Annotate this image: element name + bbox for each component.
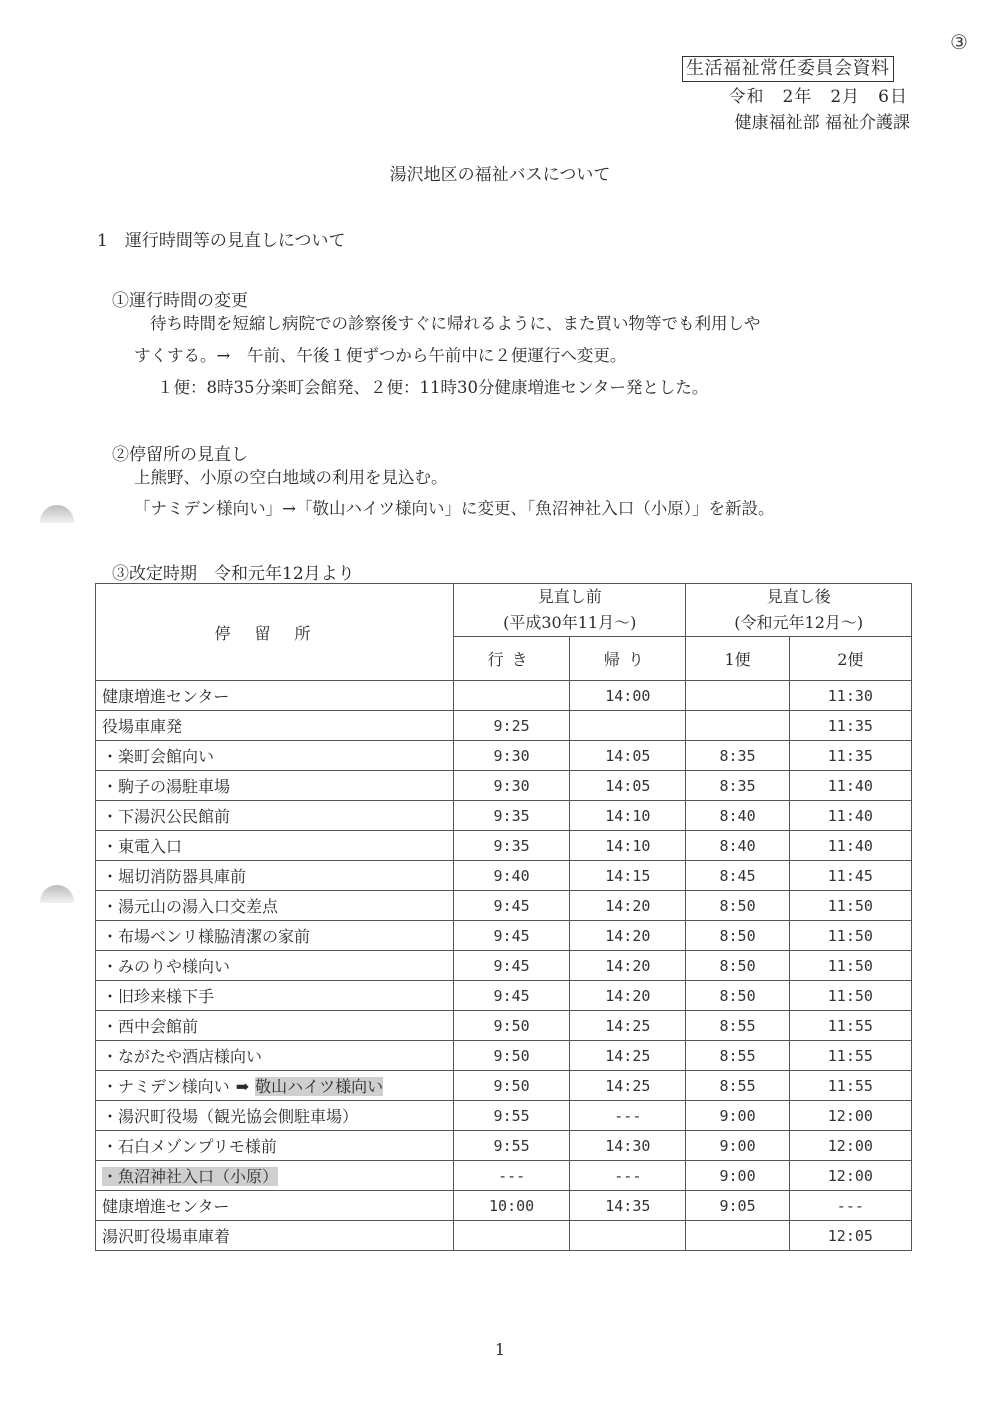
- time-cell-iki: [454, 1221, 570, 1251]
- time-cell-kaeri: 14:25: [570, 1011, 686, 1041]
- time-cell-bin2: 11:50: [789, 921, 911, 951]
- stop-label: 健康増進センター: [102, 1197, 230, 1216]
- stop-label: ・布場ベンリ様脇清潔の家前: [102, 927, 311, 946]
- stop-label: 湯沢町役場車庫着: [102, 1227, 231, 1246]
- stop-column-header: 停留所: [96, 584, 454, 681]
- subsection-heading: ①運行時間の変更: [112, 291, 248, 311]
- time-cell-kaeri: 14:05: [570, 771, 686, 801]
- after-period: (令和元年12月～): [734, 613, 864, 632]
- stop-name: [96, 981, 454, 1011]
- time-cell-bin2: 11:40: [789, 771, 911, 801]
- time-cell-bin2: 11:45: [789, 861, 911, 891]
- stop-label: ・ながたや酒店様向い: [102, 1047, 263, 1066]
- time-cell-iki: 9:30: [454, 741, 570, 771]
- time-cell-iki: 10:00: [454, 1191, 570, 1221]
- subsection-heading: ③改定時期 令和元年12月より: [112, 564, 355, 584]
- time-cell-bin1: 9:00: [686, 1131, 789, 1161]
- time-cell-bin2: 11:55: [789, 1041, 911, 1071]
- time-cell-iki: 9:45: [454, 921, 570, 951]
- time-cell-kaeri: 14:05: [570, 741, 686, 771]
- stop-label: ・旧珍来様下手: [102, 987, 215, 1006]
- time-cell-kaeri: 14:30: [570, 1131, 686, 1161]
- time-cell-iki: 9:45: [454, 981, 570, 1011]
- stop-label: ・魚沼神社入口（小原）: [102, 1167, 279, 1186]
- table-row: [96, 1191, 912, 1221]
- time-cell-bin2: 11:50: [789, 891, 911, 921]
- time-cell-bin2: 12:05: [789, 1221, 911, 1251]
- time-cell-bin1: 9:00: [686, 1101, 789, 1131]
- time-cell-iki: 9:30: [454, 771, 570, 801]
- stop-name: [96, 1191, 454, 1221]
- stop-name: [96, 831, 454, 861]
- stop-name: [96, 1071, 454, 1101]
- table-row: [96, 1011, 912, 1041]
- time-cell-bin2: 12:00: [789, 1131, 911, 1161]
- time-cell-bin2: 11:50: [789, 951, 911, 981]
- stop-name: [96, 1011, 454, 1041]
- paragraph-line: 上熊野、小原の空白地域の利用を見込む。: [134, 468, 448, 487]
- page-number: 1: [494, 1340, 506, 1359]
- time-cell-iki: 9:45: [454, 951, 570, 981]
- time-cell-kaeri: 14:20: [570, 921, 686, 951]
- stop-label: ・西中会館前: [102, 1017, 199, 1036]
- time-cell-bin1: 8:35: [686, 741, 789, 771]
- table-row: [96, 711, 912, 741]
- time-cell-kaeri: 14:00: [570, 681, 686, 711]
- time-cell-iki: [454, 681, 570, 711]
- table-row: [96, 921, 912, 951]
- stop-name: [96, 681, 454, 711]
- time-cell-kaeri: ---: [570, 1101, 686, 1131]
- time-cell-bin1: 8:45: [686, 861, 789, 891]
- paragraph-line: 待ち時間を短縮し病院での診察後すぐに帰れるように、また買い物等でも利用しや: [150, 314, 761, 333]
- time-cell-iki: 9:55: [454, 1101, 570, 1131]
- stop-name: [96, 1131, 454, 1161]
- table-row: [96, 1101, 912, 1131]
- col-header-bin2: 2便: [789, 637, 911, 681]
- time-cell-iki: 9:40: [454, 861, 570, 891]
- before-label: 見直し前: [537, 587, 602, 606]
- stop-name: [96, 771, 454, 801]
- col-header-bin1: 1便: [686, 637, 789, 681]
- stop-name: [96, 1101, 454, 1131]
- time-cell-kaeri: 14:25: [570, 1041, 686, 1071]
- time-cell-kaeri: [570, 711, 686, 741]
- arrow-right-icon: ➡: [235, 1077, 250, 1096]
- table-row: [96, 1221, 912, 1251]
- time-cell-iki: 9:50: [454, 1041, 570, 1071]
- time-cell-bin2: 11:30: [789, 681, 911, 711]
- stop-name: [96, 921, 454, 951]
- before-header: [454, 584, 686, 637]
- document-date: 令和 2年 2月 6日: [728, 87, 908, 107]
- time-cell-bin2: 11:55: [789, 1071, 911, 1101]
- committee-stamp: 生活福祉常任委員会資料: [682, 56, 894, 82]
- time-cell-bin1: [686, 711, 789, 741]
- table-row: [96, 861, 912, 891]
- table-row: [96, 681, 912, 711]
- document-title: 湯沢地区の福祉バスについて: [389, 165, 611, 185]
- stop-name: [96, 1221, 454, 1251]
- paragraph-line: 「ナミデン様向い」→「敬山ハイツ様向い」に変更、「魚沼神社入口（小原）」を新設。: [134, 499, 775, 518]
- time-cell-kaeri: 14:20: [570, 951, 686, 981]
- time-cell-bin2: 11:35: [789, 711, 911, 741]
- time-cell-kaeri: 14:10: [570, 831, 686, 861]
- time-cell-bin2: 11:55: [789, 1011, 911, 1041]
- time-cell-kaeri: 14:15: [570, 861, 686, 891]
- section-heading: 1 運行時間等の見直しについて: [97, 231, 346, 251]
- table-row: [96, 981, 912, 1011]
- subsection-heading: ②停留所の見直し: [112, 445, 248, 465]
- stop-name: [96, 891, 454, 921]
- stop-name: [96, 861, 454, 891]
- time-cell-bin1: 8:50: [686, 921, 789, 951]
- time-cell-iki: 9:50: [454, 1011, 570, 1041]
- time-cell-bin1: 8:50: [686, 981, 789, 1011]
- time-cell-bin2: ---: [789, 1191, 911, 1221]
- time-cell-kaeri: 14:35: [570, 1191, 686, 1221]
- time-cell-bin1: 8:50: [686, 951, 789, 981]
- time-cell-kaeri: ---: [570, 1161, 686, 1191]
- department: 健康福祉部 福祉介護課: [734, 113, 910, 133]
- table-row: [96, 801, 912, 831]
- time-cell-kaeri: 14:20: [570, 891, 686, 921]
- stop-label: ・石白メゾンプリモ様前: [102, 1137, 277, 1156]
- time-cell-bin1: 8:35: [686, 771, 789, 801]
- new-stop-label: 敬山ハイツ様向い: [255, 1077, 384, 1096]
- time-cell-bin1: 8:55: [686, 1041, 789, 1071]
- stop-name: [96, 951, 454, 981]
- punch-hole-mark: [40, 505, 74, 523]
- stop-label: ・東電入口: [102, 837, 183, 856]
- stop-label: ・みのりや様向い: [102, 957, 231, 976]
- stop-name: [96, 801, 454, 831]
- time-cell-bin1: 8:40: [686, 801, 789, 831]
- time-cell-bin1: 8:40: [686, 831, 789, 861]
- table-row: [96, 831, 912, 861]
- time-cell-bin2: 11:35: [789, 741, 911, 771]
- stop-name: [96, 1161, 454, 1191]
- stop-label: ・湯沢町役場（観光協会側駐車場）: [102, 1107, 359, 1126]
- time-cell-bin1: 9:00: [686, 1161, 789, 1191]
- time-cell-kaeri: [570, 1221, 686, 1251]
- after-header: [686, 584, 912, 637]
- stop-label: ・駒子の湯駐車場: [102, 777, 231, 796]
- time-cell-kaeri: 14:10: [570, 801, 686, 831]
- stop-label: ・楽町会館向い: [102, 747, 215, 766]
- time-cell-bin2: 12:00: [789, 1101, 911, 1131]
- time-cell-bin1: 9:05: [686, 1191, 789, 1221]
- table-row: [96, 1161, 912, 1191]
- stop-label: ・ナミデン様向い: [102, 1077, 230, 1096]
- table-row: [96, 1131, 912, 1161]
- time-cell-bin2: 11:40: [789, 831, 911, 861]
- stop-label: ・堀切消防器具庫前: [102, 867, 247, 886]
- stop-label: ・湯元山の湯入口交差点: [102, 897, 279, 916]
- stop-name: [96, 711, 454, 741]
- time-cell-iki: 9:35: [454, 831, 570, 861]
- table-row: [96, 951, 912, 981]
- table-row: [96, 771, 912, 801]
- bus-timetable: [95, 583, 912, 1251]
- table-row: [96, 1071, 912, 1101]
- time-cell-kaeri: 14:25: [570, 1071, 686, 1101]
- before-period: (平成30年11月～): [503, 613, 637, 632]
- time-cell-bin2: 11:40: [789, 801, 911, 831]
- time-cell-bin1: [686, 681, 789, 711]
- table-row: [96, 1041, 912, 1071]
- time-cell-bin1: 8:55: [686, 1071, 789, 1101]
- table-row: [96, 741, 912, 771]
- stop-label: 役場車庫発: [102, 717, 183, 736]
- time-cell-bin2: 11:50: [789, 981, 911, 1011]
- time-cell-bin1: 8:50: [686, 891, 789, 921]
- time-cell-iki: ---: [454, 1161, 570, 1191]
- time-cell-iki: 9:50: [454, 1071, 570, 1101]
- time-cell-kaeri: 14:20: [570, 981, 686, 1011]
- paragraph-line: １便：8時35分楽町会館発、２便：11時30分健康増進センター発とした。: [157, 378, 709, 397]
- after-label: 見直し後: [766, 587, 831, 606]
- time-cell-iki: 9:35: [454, 801, 570, 831]
- time-cell-iki: 9:55: [454, 1131, 570, 1161]
- stop-name: [96, 1041, 454, 1071]
- punch-hole-mark: [40, 885, 74, 903]
- stop-label: 健康増進センター: [102, 687, 230, 706]
- paragraph-line: すくする。→ 午前、午後１便ずつから午前中に２便運行へ変更。: [134, 346, 627, 365]
- table-row: [96, 891, 912, 921]
- stop-name: [96, 741, 454, 771]
- time-cell-iki: 9:25: [454, 711, 570, 741]
- time-cell-bin1: 8:55: [686, 1011, 789, 1041]
- time-cell-bin1: [686, 1221, 789, 1251]
- time-cell-iki: 9:45: [454, 891, 570, 921]
- col-header-iki: 行き: [454, 637, 570, 681]
- col-header-kaeri: 帰り: [570, 637, 686, 681]
- page-marker: ③: [950, 30, 968, 54]
- time-cell-bin2: 12:00: [789, 1161, 911, 1191]
- stop-label: ・下湯沢公民館前: [102, 807, 231, 826]
